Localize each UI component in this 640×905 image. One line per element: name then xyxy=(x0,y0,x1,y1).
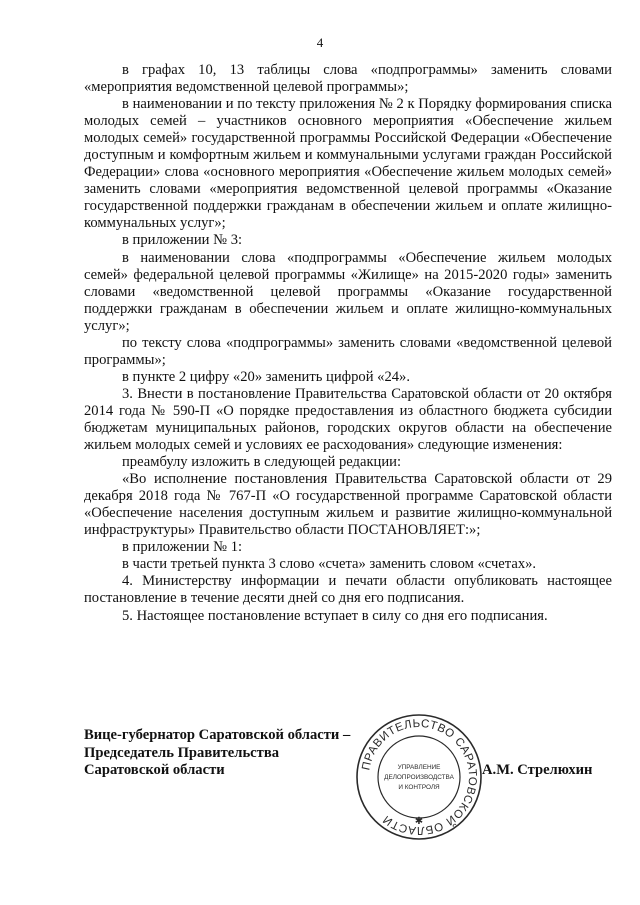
page-number: 4 xyxy=(316,35,324,50)
paragraph: по тексту слова «подпрограммы» заменить словами «ведомственной целевой программы»; xyxy=(84,334,612,368)
seal-center-line: ДЕЛОПРОИЗВОДСТВА xyxy=(384,774,454,781)
signer-name: А.М. Стрелюхин xyxy=(482,762,593,778)
official-seal xyxy=(354,712,484,842)
paragraph: в наименовании и по тексту приложения № 2 к Порядку формирования списка молодых семей – участников основного мероприятия «Обеспечение жильем молодых семей» государственной программы Российской Федерации «Обеспечение доступным и комфортным жильем и коммунальными услугами граждан Российской Федерации» слова «основного мероприятия «Обеспечение жильем молодых семей» заменить словами «мероприятия ведомственной целевой программы «Оказание государственной поддержки гражданам в обеспечении жильем и оплате жилищно-коммунальных услуг»; xyxy=(84,96,612,232)
document-body xyxy=(84,62,612,625)
paragraph: в части третьей пункта 3 слово «счета» заменить словом «счетах». xyxy=(122,556,537,573)
seal-center-line: И КОНТРОЛЯ xyxy=(398,784,440,791)
paragraph: в приложении № 3: xyxy=(122,232,243,249)
paragraph: 3. Внести в постановление Правительства Саратовской области от 20 октября 2014 года № 590-П «О порядке предоставления из областного бюджета субсидии бюджетам муниципальных районов, городских округов области на обеспечение жильем молодых семей и условиях ее расходования» следующие изменения: xyxy=(84,385,612,454)
seal-star-icon: ✱ xyxy=(414,816,424,827)
paragraph: в приложении № 1: xyxy=(122,539,243,556)
signatory-title xyxy=(84,727,350,780)
paragraph: 4. Министерству информации и печати области опубликовать настоящее постановление в течение десяти дней со дня его подписания. xyxy=(84,573,612,607)
paragraph: в графах 10, 13 таблицы слова «подпрограммы» заменить словами «мероприятия ведомственной целевой программы»; xyxy=(84,62,612,96)
seal-center-line: УПРАВЛЕНИЕ xyxy=(397,764,441,771)
paragraph: преамбулу изложить в следующей редакции: xyxy=(122,454,402,471)
signatory-title-line: Саратовской области xyxy=(84,762,225,778)
signatory-title-line: Вице-губернатор Саратовской области – xyxy=(84,727,351,743)
seal-ring-text: ПРАВИТЕЛЬСТВО САРАТОВСКОЙ ОБЛАСТИ xyxy=(360,717,479,837)
paragraph: 5. Настоящее постановление вступает в силу со дня его подписания. xyxy=(122,607,548,624)
paragraph: в наименовании слова «подпрограммы «Обеспечение жильем молодых семей» федеральной целевой программы «Жилище» на 2015-2020 годы» заменить словами «ведомственной целевой программы «Оказание государственной поддержки гражданам в обеспечении жильем и оплате жилищно-коммунальных услуг»; xyxy=(84,249,612,334)
signatory-title-line: Председатель Правительства xyxy=(84,744,280,761)
paragraph: в пункте 2 цифру «20» заменить цифрой «24». xyxy=(122,368,410,385)
paragraph: «Во исполнение постановления Правительства Саратовской области от 29 декабря 2018 года № 767-П «О государственной программе Саратовской области «Обеспечение населения доступным жильем и развитие жилищно-коммунальной инфраструктуры» Правительство области ПОСТАНОВЛЯЕТ:»; xyxy=(84,471,612,539)
